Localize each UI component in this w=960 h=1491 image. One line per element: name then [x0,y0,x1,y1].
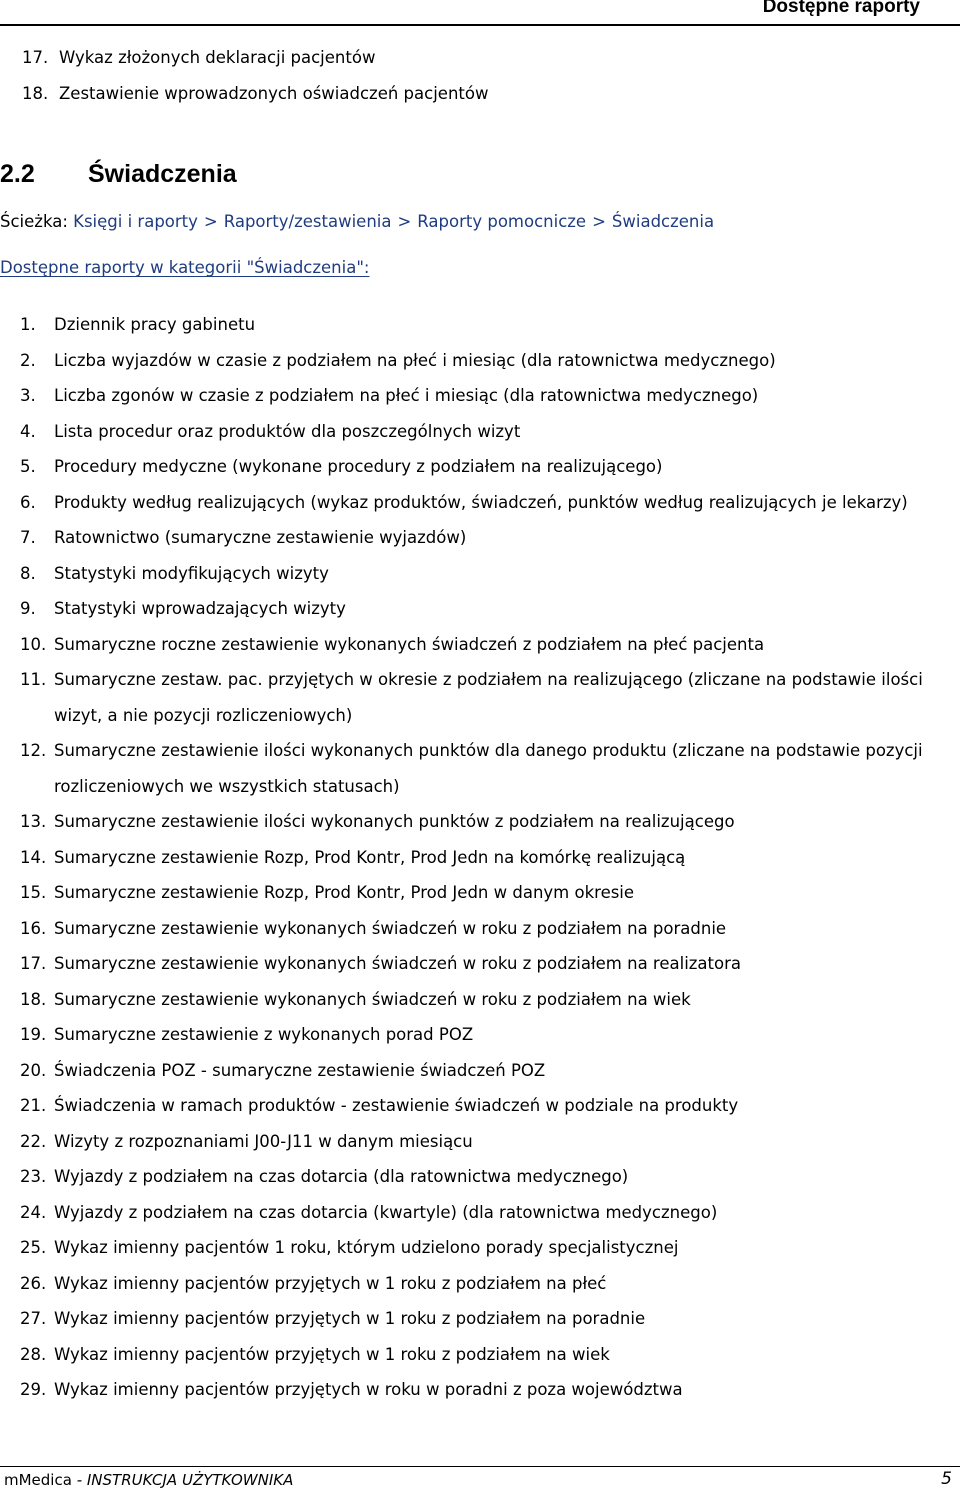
report-number-cell [0,1337,54,1373]
report-number: 12. [20,741,47,760]
report-number: 15. [20,883,47,902]
report-item [0,875,950,911]
report-item [0,1230,950,1266]
report-item [0,1053,950,1089]
report-title: Sumaryczne zestawienie wykonanych świadczeń w roku z podziałem na realizatora [54,954,742,973]
report-list [0,307,950,1408]
report-title: Świadczenia w ramach produktów - zestawienie świadczeń w podziale na produkty [54,1096,739,1115]
report-number-cell [0,1053,54,1089]
report-item [0,520,950,556]
header-divider [0,24,960,26]
report-item [0,485,950,521]
item-text: Wykaz złożonych deklaracji pacjentów [59,48,376,67]
report-number: 18. [20,989,47,1009]
report-item [0,591,950,627]
page-number: 5 [941,1469,952,1489]
report-title: Produkty według realizujących (wykaz produktów, świadczeń, punktów według realizujących je lekarzy) [54,492,908,512]
report-title: Wykaz imienny pacjentów 1 roku, którym udzielono porady specjalistycznej [54,1238,679,1257]
report-title: Wykaz imienny pacjentów przyjętych w 1 roku z podziałem na poradnie [54,1309,646,1328]
report-number: 19. [20,1025,47,1044]
report-number-cell [0,627,54,663]
section-title: Świadczenia [88,160,237,188]
report-item [0,982,950,1018]
report-number-cell [0,733,54,804]
report-number-cell [0,378,54,414]
report-number-cell [0,1301,54,1337]
footer-divider [0,1466,960,1467]
category-intro: Dostępne raporty w kategorii "Świadczenia": [0,258,370,277]
report-number: 11. [20,670,47,689]
report-number-cell [0,343,54,379]
report-number-cell [0,911,54,947]
report-title: Sumaryczne zestawienie ilości wykonanych punktów z podziałem na realizującego [54,812,735,831]
report-title: Wizyty z rozpoznaniami J00-J11 w danym miesiącu [54,1131,473,1151]
report-title: Wyjazdy z podziałem na czas dotarcia (dla ratownictwa medycznego) [54,1167,629,1186]
report-number-cell [0,307,54,343]
report-number: 1. [20,315,36,334]
footer-text: - INSTRUKCJA UŻYTKOWNIKA [71,1471,294,1489]
report-title: Sumaryczne zestawienie Rozp, Prod Kontr, Prod Jedn na komórkę realizującą [54,847,686,867]
report-item [0,414,950,450]
item-number: 18. [22,83,49,103]
report-number: 8. [20,563,36,583]
report-title: Wykaz imienny pacjentów przyjętych w roku w poradni z poza województwa [54,1380,683,1399]
breadcrumb-separator: > [203,212,218,231]
report-number: 5. [20,457,36,476]
report-number-cell [0,1017,54,1053]
report-item [0,840,950,876]
previous-list [22,46,488,117]
report-number: 4. [20,421,36,441]
report-item [0,946,950,982]
section-number: 2.2 [0,160,35,188]
report-number-cell [0,449,54,485]
breadcrumb-separator: > [592,212,606,231]
report-item [0,1301,950,1337]
report-item [0,1337,950,1373]
list-item [22,46,488,82]
report-item [0,1017,950,1053]
report-title: Sumaryczne zestawienie Rozp, Prod Kontr, Prod Jedn w danym okresie [54,883,635,902]
report-number: 29. [20,1380,47,1399]
report-title: Liczba wyjazdów w czasie z podziałem na płeć i miesiąc (dla ratownictwa medycznego) [54,350,776,370]
report-number: 16. [20,918,47,938]
report-item [0,1124,950,1160]
footer-label [4,1471,293,1489]
report-item [0,1195,950,1231]
report-number: 17. [20,954,47,973]
report-item [0,343,950,379]
report-title: Sumaryczne zestawienie wykonanych świadczeń w roku z podziałem na poradnie [54,918,727,938]
report-number: 9. [20,599,36,618]
report-item [0,662,950,733]
report-title: Sumaryczne roczne zestawienie wykonanych świadczeń z podziałem na płeć pacjenta [54,634,765,654]
report-item [0,556,950,592]
report-item [0,449,950,485]
path-label: Ścieżka: [0,212,68,231]
footer-brand: mMedica [4,1471,72,1489]
report-number: 3. [20,386,36,405]
page-header [0,0,960,28]
breadcrumb-item[interactable]: Księgi i raporty [73,212,198,231]
breadcrumb-separator: > [397,212,412,231]
report-title: Sumaryczne zestawienie ilości wykonanych punktów dla danego produktu (zliczane na podstawie pozycji rozliczeniowych we wszystkich statusach) [54,741,923,796]
report-number: 22. [20,1131,47,1151]
report-number: 27. [20,1309,47,1328]
report-title: Wyjazdy z podziałem na czas dotarcia (kwartyle) (dla ratownictwa medycznego) [54,1202,718,1222]
report-title: Sumaryczne zestaw. pac. przyjętych w okresie z podziałem na realizującego (zliczane na podstawie ilości wizyt, a nie pozycji rozliczeniowych) [54,670,923,725]
report-number: 20. [20,1060,47,1080]
report-item [0,307,950,343]
report-number: 6. [20,492,36,512]
report-number: 14. [20,847,47,867]
report-item [0,804,950,840]
report-number-cell [0,840,54,876]
report-number-cell [0,1124,54,1160]
report-item [0,1372,950,1408]
item-text: Zestawienie wprowadzonych oświadczeń pacjentów [59,83,489,103]
report-item [0,1088,950,1124]
report-number-cell [0,982,54,1018]
report-item [0,627,950,663]
report-title: Wykaz imienny pacjentów przyjętych w 1 roku z podziałem na wiek [54,1344,610,1364]
report-number: 24. [20,1202,47,1222]
report-title: Procedury medyczne (wykonane procedury z podziałem na realizującego) [54,457,663,476]
report-item [0,911,950,947]
report-title: Sumaryczne zestawienie wykonanych świadczeń w roku z podziałem na wiek [54,989,691,1009]
header-title: Dostępne raporty [762,0,920,17]
report-number-cell [0,1372,54,1408]
report-title: Ratownictwo (sumaryczne zestawienie wyjazdów) [54,528,467,547]
breadcrumb [0,212,714,231]
report-title: Liczba zgonów w czasie z podziałem na płeć i miesiąc (dla ratownictwa medycznego) [54,386,759,405]
report-number-cell [0,1266,54,1302]
report-item [0,1159,950,1195]
report-number-cell [0,591,54,627]
report-number-cell [0,662,54,733]
report-number: 21. [20,1096,47,1115]
report-title: Statystyki modyfikujących wizyty [54,563,329,583]
breadcrumb-item[interactable]: Świadczenia [611,212,715,231]
report-number-cell [0,414,54,450]
report-title: Lista procedur oraz produktów dla poszczególnych wizyt [54,421,521,441]
report-number: 28. [20,1344,47,1364]
report-title: Sumaryczne zestawienie z wykonanych porad POZ [54,1025,474,1044]
report-number: 13. [20,812,47,831]
section-heading [0,160,237,189]
report-item [0,378,950,414]
report-number-cell [0,520,54,556]
report-number: 23. [20,1167,47,1186]
report-number-cell [0,1088,54,1124]
report-item [0,1266,950,1302]
report-number: 26. [20,1273,47,1293]
report-number: 25. [20,1238,47,1257]
breadcrumb-item[interactable]: Raporty pomocnicze [417,212,587,231]
report-number: 2. [20,350,36,370]
report-title: Świadczenia POZ - sumaryczne zestawienie świadczeń POZ [54,1060,546,1080]
list-item [22,82,488,118]
report-title: Dziennik pracy gabinetu [54,315,256,334]
report-title: Wykaz imienny pacjentów przyjętych w 1 roku z podziałem na płeć [54,1273,607,1293]
report-number-cell [0,485,54,521]
report-number-cell [0,1195,54,1231]
report-number-cell [0,804,54,840]
report-number-cell [0,946,54,982]
report-title: Statystyki wprowadzających wizyty [54,599,346,618]
report-number-cell [0,1159,54,1195]
report-number: 7. [20,528,36,547]
report-number-cell [0,1230,54,1266]
report-item [0,733,950,804]
report-number-cell [0,556,54,592]
report-number: 10. [20,634,47,654]
breadcrumb-item[interactable]: Raporty/zestawienia [223,212,392,231]
item-number: 17. [22,48,49,67]
report-number-cell [0,875,54,911]
